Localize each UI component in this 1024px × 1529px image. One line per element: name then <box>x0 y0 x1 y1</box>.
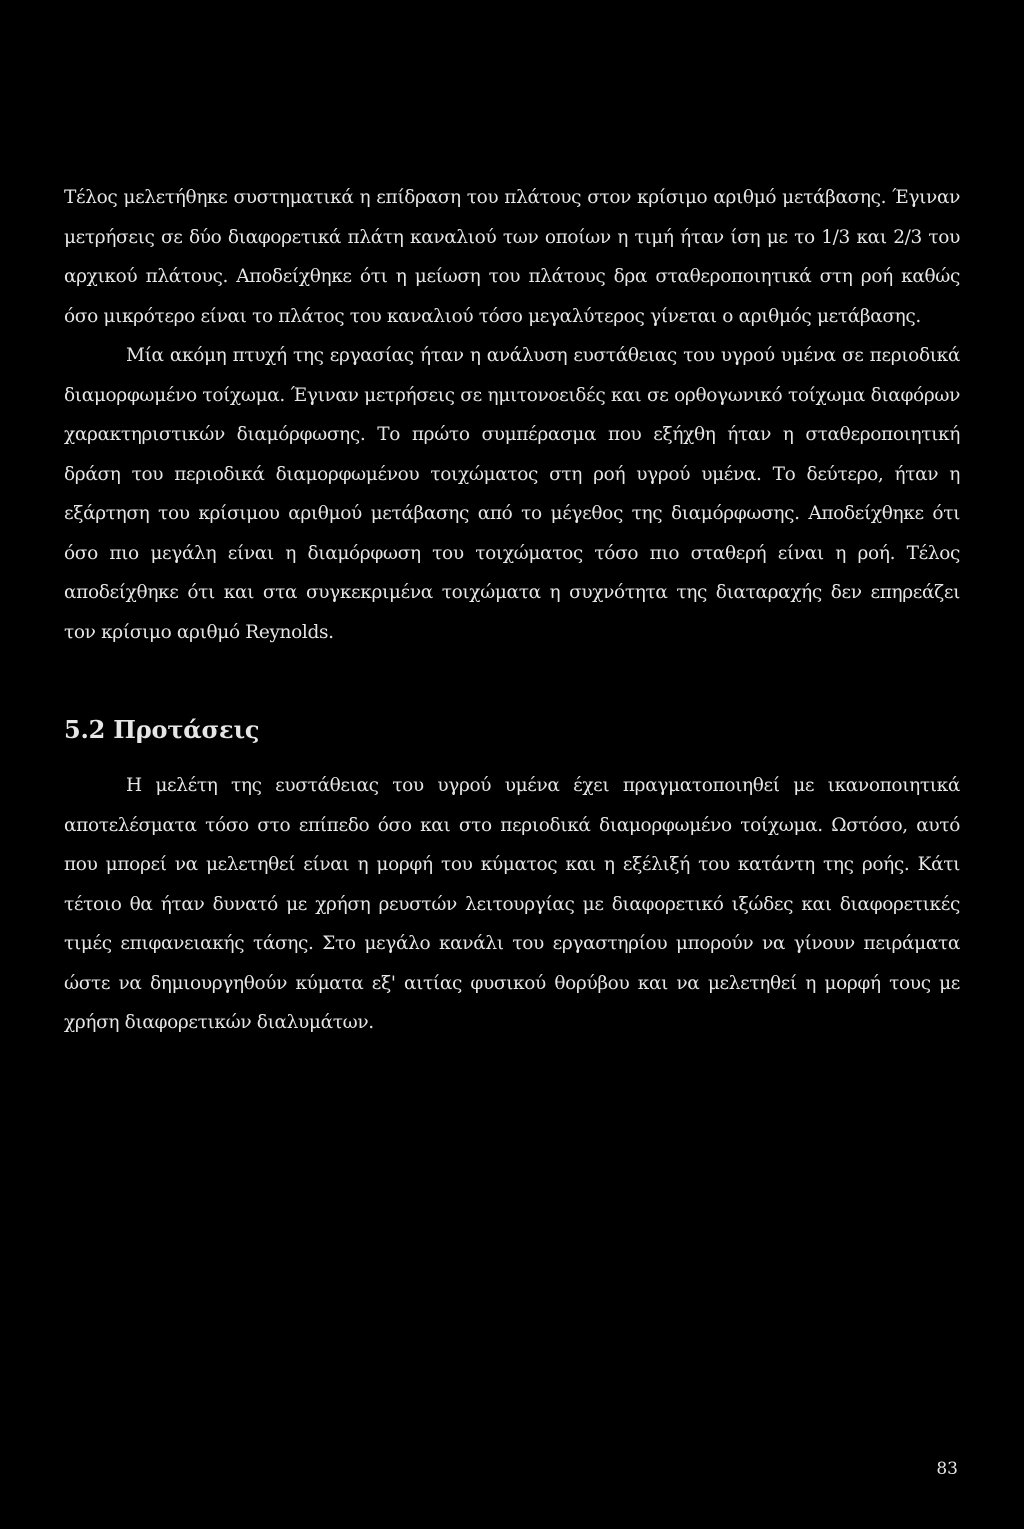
section-heading: 5.2 Προτάσεις <box>64 715 260 744</box>
document-page <box>64 178 960 1043</box>
body-paragraph-modulated-wall: Μία ακόμη πτυχή της εργασίας ήταν η ανάλυση ευστάθειας του υγρού υμένα σε περιοδικά διαμορφωμένο τοίχωμα. Έγιναν μετρήσεις σε ημιτονοειδές και σε ορθογωνικό τοίχωμα διαφόρων χαρακτηριστικών διαμόρφωσης. Το πρώτο συμπέρασμα που εξήχθη ήταν η σταθεροποιητική δράση του περιοδικά διαμορφωμένου τοιχώματος στη ροή υγρού υμένα. Το δεύτερο, ήταν η εξάρτηση του κρίσιμου αριθμού μετάβασης από το μέγεθος της διαμόρφωσης. Αποδείχθηκε ότι όσο πιο μεγάλη είναι η διαμόρφωση του τοιχώματος τόσο πιο σταθερή είναι η ροή. Τέλος αποδείχθηκε ότι και στα συγκεκριμένα τοιχώματα η συχνότητα της διαταραχής δεν επηρεάζει τον κρίσιμο αριθμό Reynolds. <box>64 345 960 643</box>
body-paragraph-width-effect: Τέλος μελετήθηκε συστηματικά η επίδραση του πλάτους στον κρίσιμο αριθμό μετάβασης. Έγιναν μετρήσεις σε δύο διαφορετικά πλάτη καναλιού των οποίων η τιμή ήταν ίση με το 1/3 και 2/3 του αρχικού πλάτους. Αποδείχθηκε ότι η μείωση του πλάτους δρα σταθεροποιητικά στη ροή καθώς όσο μικρότερο είναι το πλάτος του καναλιού τόσο μεγαλύτερος γίνεται ο αριθμός μετάβασης. <box>64 187 960 327</box>
body-paragraph-proposals: Η μελέτη της ευστάθειας του υγρού υμένα έχει πραγματοποιηθεί με ικανοποιητικά αποτελέσματα τόσο στο επίπεδο όσο και στο περιοδικά διαμορφωμένο τοίχωμα. Ωστόσο, αυτό που μπορεί να μελετηθεί είναι η μορφή του κύματος και η εξέλιξή του κατάντη της ροής. Κάτι τέτοιο θα ήταν δυνατό με χρήση ρευστών λειτουργίας με διαφορετικό ιξώδες και διαφορετικές τιμές επιφανειακής τάσης. Στο μεγάλο κανάλι του εργαστηρίου μπορούν να γίνουν πειράματα ώστε να δημιουργηθούν κύματα εξ' αιτίας φυσικού θορύβου και να μελετηθεί η μορφή τους με χρήση διαφορετικών διαλυμάτων. <box>64 775 960 1033</box>
page-number: 83 <box>936 1459 958 1479</box>
